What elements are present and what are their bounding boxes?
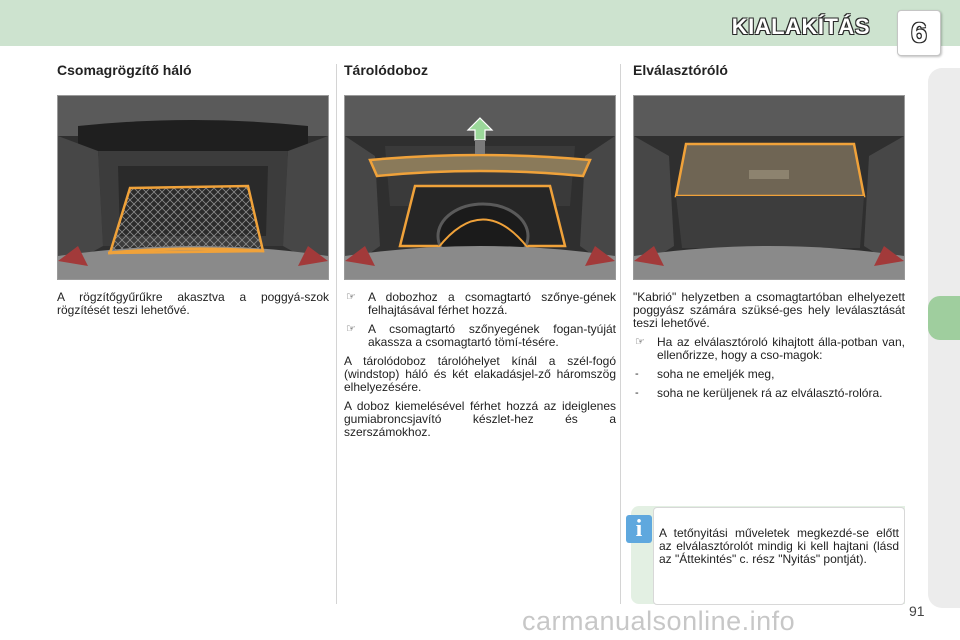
storage-box-photo <box>344 95 616 280</box>
dash-marker: - <box>635 368 639 380</box>
info-text: A tetőnyitási műveletek megkezdé-se előtt az elválasztórolót mindig ki kell hajtani (lásd az "Áttekintés" c. rész "Nyitás" pontját). <box>659 526 899 566</box>
list-item <box>633 387 905 400</box>
column-divider-2 <box>620 64 621 604</box>
list-item-text: soha ne emeljék meg, <box>657 367 775 381</box>
bullet-list <box>344 291 616 349</box>
active-chapter-side-tab[interactable] <box>928 296 960 340</box>
pointing-hand-icon: ☞ <box>346 323 356 335</box>
luggage-net-description <box>57 291 329 317</box>
chapter-number-tab[interactable]: 6 <box>897 10 941 56</box>
separator-blind-photo <box>633 95 905 280</box>
pointing-hand-icon: ☞ <box>346 291 356 303</box>
section-heading-luggage-net: Csomagrögzítő háló <box>57 62 192 78</box>
list-item-text: Ha az elválasztóroló kihajtott álla-potban van, ellenőrizze, hogy a cso-magok: <box>657 335 905 362</box>
chapter-title: KIALAKÍTÁS <box>731 14 870 39</box>
list-item <box>633 336 905 362</box>
section-heading-storage-box: Tárolódoboz <box>344 62 428 78</box>
page-number: 91 <box>909 603 925 619</box>
section-separator-blind <box>633 62 905 406</box>
list-item-text: A csomagtartó szőnyegének fogan-tyúját akassza a csomagtartó tömí-tésére. <box>368 322 616 349</box>
list-item-text: A dobozhoz a csomagtartó szőnye-gének felhajtásával férhet hozzá. <box>368 290 616 317</box>
section-luggage-net <box>57 62 329 323</box>
bullet-list <box>633 336 905 362</box>
info-icon: i <box>626 515 652 543</box>
list-item-text: soha ne kerüljenek rá az elválasztó-rolóra. <box>657 386 883 400</box>
storage-box-description <box>344 291 616 439</box>
paragraph: A doboz kiemelésével férhet hozzá az ideiglenes gumiabroncsjavító készlet-hez és a szerszámokhoz. <box>344 399 616 439</box>
dash-marker: - <box>635 387 639 399</box>
list-item <box>344 291 616 317</box>
section-storage-box <box>344 62 616 445</box>
section-heading-separator-blind: Elválasztóróló <box>633 62 728 78</box>
pointing-hand-icon: ☞ <box>635 336 645 348</box>
list-item <box>344 323 616 349</box>
list-item <box>633 368 905 381</box>
watermark: carmanualsonline.info <box>522 606 796 636</box>
paragraph: "Kabrió" helyzetben a csomagtartóban elhelyezett poggyász számára szüksé-ges hely leválasztását teszi lehetővé. <box>633 290 905 330</box>
paragraph: A rögzítőgyűrűkre akasztva a poggyá-szok rögzítését teszi lehetővé. <box>57 290 329 317</box>
paragraph: A tárolódoboz tárolóhelyet kínál a szél-fogó (windstop) háló és két elakadásjel-ző háromszög elhelyezésére. <box>344 354 616 394</box>
luggage-net-photo <box>57 95 329 280</box>
column-divider-1 <box>336 64 337 604</box>
dash-list <box>633 368 905 400</box>
separator-blind-description <box>633 291 905 400</box>
